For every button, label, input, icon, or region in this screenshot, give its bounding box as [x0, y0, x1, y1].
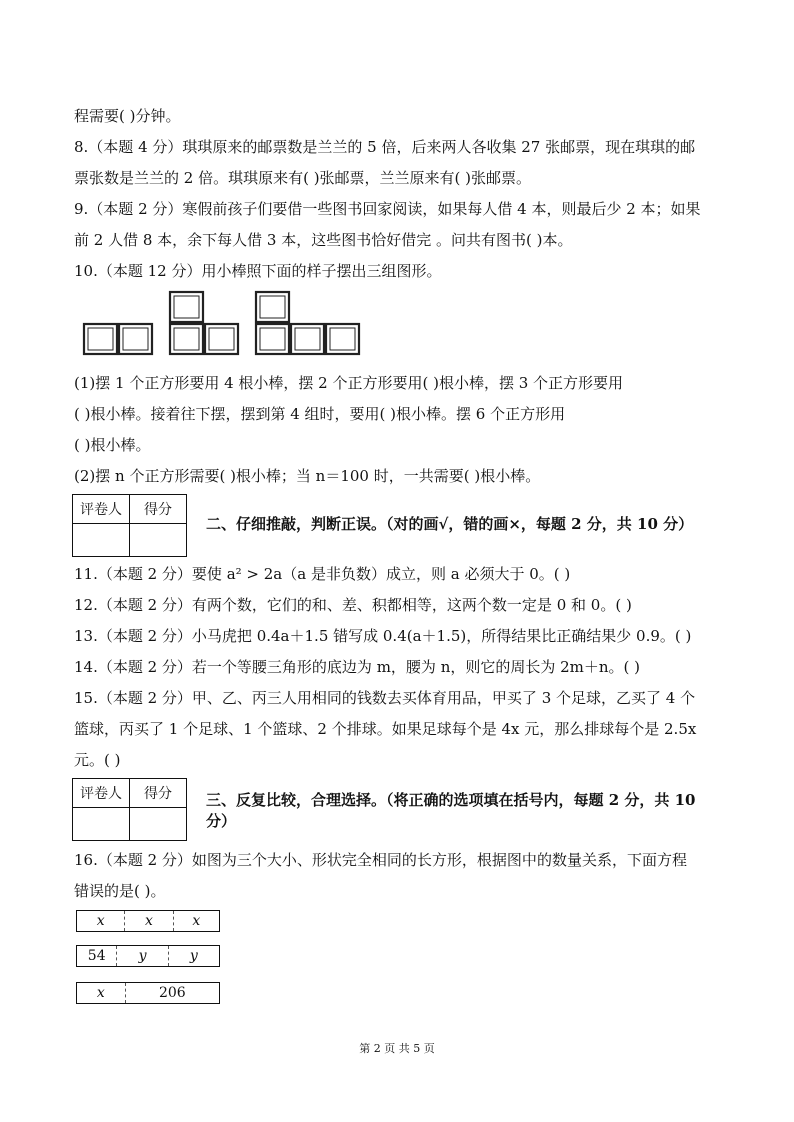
question-10-1-line3: ( )根小棒。	[74, 436, 151, 454]
question-10-1-line2: ( )根小棒。接着往下摆，摆到第 4 组时，要用( )根小棒。摆 6 个正方形用	[74, 405, 566, 423]
line-l1: 程需要( )分钟。	[74, 107, 181, 125]
score-cell[interactable]	[130, 524, 187, 557]
segment: y	[189, 948, 198, 964]
question-8-line1: 8.（本题 4 分）琪琪原来的邮票数是兰兰的 5 倍，后来两人各收集 27 张邮票，现在琪琪的邮	[74, 138, 696, 156]
segment: x	[125, 911, 173, 931]
question-13: 13.（本题 2 分）小马虎把 0.4a＋1.5 错写成 0.4(a＋1.5)，所得结果比正确结果少 0.9。( )	[74, 627, 692, 645]
section-3-heading-line2: 分）	[206, 812, 237, 830]
question-10-title: 10.（本题 12 分）用小棒照下面的样子摆出三组图形。	[74, 262, 442, 280]
question-12: 12.（本题 2 分）有两个数，它们的和、差、积都相等，这两个数一定是 0 和 0。( )	[74, 596, 632, 614]
segment: y	[117, 946, 168, 966]
score-label: 得分	[130, 495, 187, 524]
figure-group-2	[170, 292, 238, 354]
question-14: 14.（本题 2 分）若一个等腰三角形的底边为 m，腰为 n，则它的周长为 2m＋n。( )	[74, 658, 641, 676]
question-16-line2: 错误的是( )。	[74, 882, 166, 900]
grader-label: 评卷人	[73, 779, 130, 808]
segment: 54	[77, 946, 117, 966]
figure-group-3	[256, 292, 359, 354]
question-9-line1: 9.（本题 2 分）寒假前孩子们要借一些图书回家阅读，如果每人借 4 本，则最后少 2 本；如果	[74, 200, 701, 218]
question-16-line1: 16.（本题 2 分）如图为三个大小、形状完全相同的长方形，根据图中的数量关系，下面方程	[74, 851, 687, 869]
score-label: 得分	[130, 779, 187, 808]
segment: x	[192, 913, 201, 929]
score-table-3	[72, 778, 187, 841]
grader-label: 评卷人	[73, 495, 130, 524]
stick-figures	[82, 290, 382, 360]
question-8-line2: 票张数是兰兰的 2 倍。琪琪原来有( )张邮票，兰兰原来有( )张邮票。	[74, 169, 532, 187]
section-2-heading: 二、仔细推敲，判断正误。（对的画√，错的画×，每题 2 分，共 10 分）	[206, 515, 694, 533]
question-11: 11.（本题 2 分）要使 a² > 2a（a 是非负数）成立，则 a 必须大于 0。( )	[74, 565, 571, 583]
rectangle-row-2	[76, 945, 220, 967]
score-table-2	[72, 494, 187, 557]
question-10-2: (2)摆 n 个正方形需要( )根小棒；当 n＝100 时，一共需要( )根小棒。	[74, 467, 541, 485]
grader-cell[interactable]	[73, 808, 130, 841]
question-10-1-line1: (1)摆 1 个正方形要用 4 根小棒，摆 2 个正方形要用( )根小棒，摆 3 个正方形要用	[74, 374, 624, 392]
page-footer: 第 2 页 共 5 页	[359, 1042, 435, 1055]
question-15-line2: 篮球，丙买了 1 个足球、1 个篮球、2 个排球。如果足球每个是 4x 元，那么排球每个是 2.5x	[74, 720, 697, 738]
score-cell[interactable]	[130, 808, 187, 841]
rectangle-row-3	[76, 982, 220, 1004]
question-15-line3: 元。( )	[74, 751, 121, 769]
question-15-line1: 15.（本题 2 分）甲、乙、丙三人用相同的钱数去买体育用品，甲买了 3 个足球，乙买了 4 个	[74, 689, 696, 707]
segment: x	[77, 911, 125, 931]
rectangle-row-1	[76, 910, 220, 932]
question-9-line2: 前 2 人借 8 本，余下每人借 3 本，这些图书恰好借完 。问共有图书( )本。	[74, 231, 573, 249]
figure-group-1	[84, 324, 152, 354]
segment: x	[77, 983, 126, 1003]
grader-cell[interactable]	[73, 524, 130, 557]
section-3-heading-line1: 三、反复比较，合理选择。（将正确的选项填在括号内，每题 2 分，共 10	[206, 791, 696, 809]
segment: 206	[158, 985, 186, 1001]
